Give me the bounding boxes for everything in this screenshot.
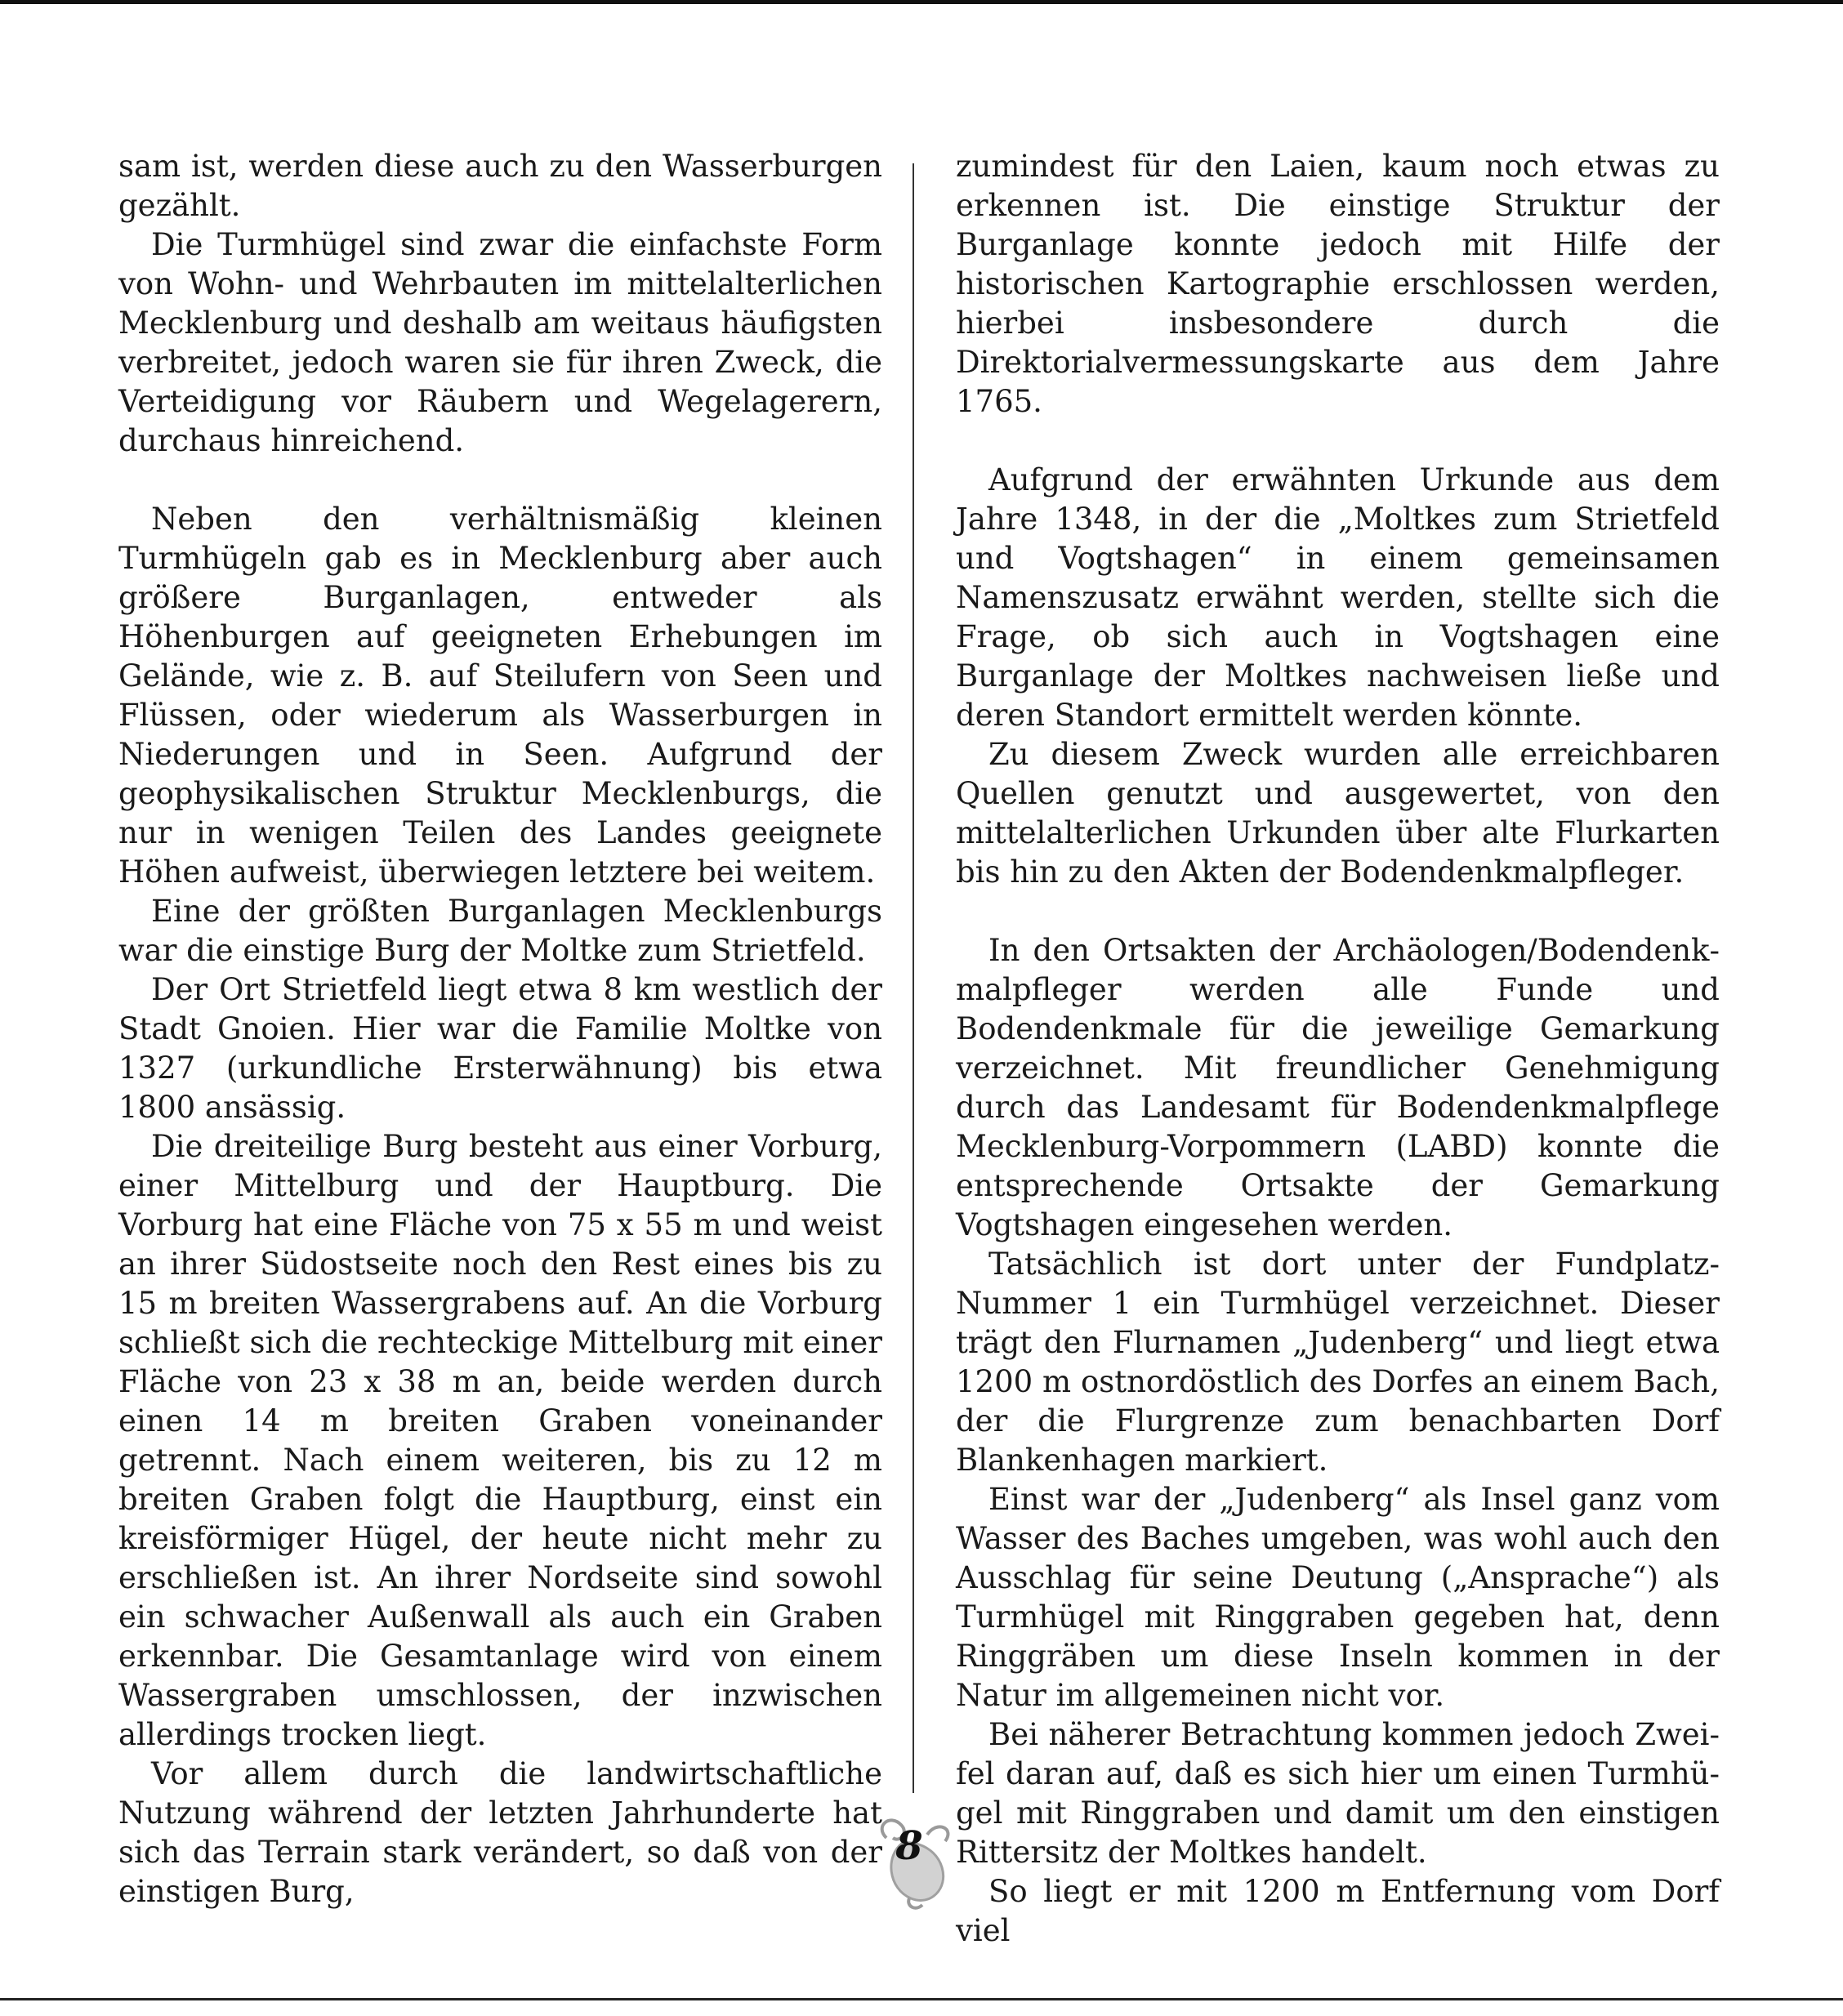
paragraph: Vor allem durch die landwirtschaftliche Nutzung während der letzten Jahrhunderte hat sich das Terrain stark verändert, so daß von der einstigen Burg, xyxy=(118,1756,882,1909)
paragraph: Eine der größten Burganlagen Mecklenburgs war die einstige Burg der Moltke zum Strietfeld. xyxy=(118,894,882,968)
page-number: 8 xyxy=(895,1823,923,1869)
paragraph: In den Ortsakten der Archäologen/Bodendenkmalpfleger werden alle Funde und Bodendenkmale für die jeweilige Gemarkung verzeichnet. Mit freundlicher Genehmigung durch das Landesamt für Bodendenkmalpflege Mecklenburg-Vorpommern (LABD) konnte die entsprechende Ortsakte der Gemarkung Vogtshagen eingesehen werden. xyxy=(956,933,1720,1242)
paragraph: Zu diesem Zweck wurden alle erreichbaren Quellen genutzt und ausgewertet, von den mittelalterlichen Urkunden über alte Flurkarten bis hin zu den Akten der Bodendenkmalpfleger. xyxy=(956,737,1720,890)
paragraph: So liegt er mit 1200 m Entfernung vom Dorf viel xyxy=(956,1874,1720,1948)
bottom-edge-rule xyxy=(0,1998,1843,2000)
paragraph: Tatsächlich ist dort unter der Fundplatz-Nummer 1 ein Turmhügel verzeichnet. Dieser trägt den Flurnamen „Judenberg“ und liegt etwa 1200 m ostnordöstlich des Dorfes an einem Bach, der die Flurgrenze zum benachbarten Dorf Blankenhagen markiert. xyxy=(956,1247,1720,1478)
paragraph: Die dreiteilige Burg besteht aus einer Vorburg, einer Mittelburg und der Hauptburg. Die Vorburg hat eine Fläche von 75 x 55 m und weist an ihrer Südostseite noch den Rest eines bis zu 15 m breiten Wassergrabens auf. An die Vorburg schließt sich die rechteckige Mittelburg mit einer Fläche von 23 x 38 m an, beide werden durch einen 14 m breiten Graben voneinander getrennt. Nach einem weiteren, bis zu 12 m breiten Graben folgt die Hauptburg, einst ein kreisförmiger Hügel, der heute nicht mehr zu erschließen ist. An ihrer Nordseite sind sowohl ein schwacher Außenwall als auch ein Graben erkennbar. Die Gesamtanlage wird von einem Wassergraben umschlossen, der inzwischen allerdings trocken liegt. xyxy=(118,1129,882,1752)
paragraph: Die Turmhügel sind zwar die einfachste Form von Wohn- und Wehrbauten im mittelalterlichen Mecklenburg und deshalb am weitaus häufigsten verbreitet, jedoch waren sie für ihren Zweck, die Verteidigung vor Räubern und Wegelagerern, durchaus hinreichend. xyxy=(118,227,882,458)
paragraph: zumindest für den Laien, kaum noch etwas zu erkennen ist. Die einstige Struktur der Burganlage konnte jedoch mit Hilfe der historischen Kartographie erschlossen werden, hierbei insbesondere durch die Direktorialvermessungskarte aus dem Jahre 1765. xyxy=(956,149,1720,419)
right-text-column xyxy=(956,147,1720,1951)
paragraph: Der Ort Strietfeld liegt etwa 8 km westlich der Stadt Gnoien. Hier war die Familie Moltke von 1327 (urkundliche Ersterwähnung) bis etwa 1800 ansässig. xyxy=(118,972,882,1125)
paragraph: sam ist, werden diese auch zu den Wasserburgen gezählt. xyxy=(118,149,882,223)
paragraph: Bei näherer Betrachtung kommen jedoch Zweifel daran auf, daß es sich hier um einen Turmhügel mit Ringgraben und damit um den einstigen Rittersitz der Moltkes handelt. xyxy=(956,1717,1720,1870)
paragraph: Aufgrund der erwähnten Urkunde aus dem Jahre 1348, in der die „Moltkes zum Strietfeld und Vogtshagen“ in einem gemeinsamen Namenszusatz erwähnt werden, stellte sich die Frage, ob sich auch in Vogtshagen eine Burganlage der Moltkes nachweisen ließe und deren Standort ermittelt werden könnte. xyxy=(956,462,1720,733)
top-edge-rule xyxy=(0,0,1843,4)
column-divider xyxy=(913,163,914,1793)
paragraph: Neben den verhältnismäßig kleinen Turmhügeln gab es in Mecklenburg aber auch größere Burganlagen, entweder als Höhenburgen auf geeigneten Erhebungen im Gelände, wie z. B. auf Steilufern von Seen und Flüssen, oder wiederum als Wasserburgen in Niederungen und in Seen. Aufgrund der geophysikalischen Struktur Mecklenburgs, die nur in wenigen Teilen des Landes geeignete Höhen aufweist, überwiegen letztere bei weitem. xyxy=(118,502,882,890)
left-text-column xyxy=(118,147,882,1911)
paragraph: Einst war der „Judenberg“ als Insel ganz vom Wasser des Baches umgeben, was wohl auch den Ausschlag für seine Deutung („Ansprache“) als Turmhügel mit Ringgraben gegeben hat, denn Ringgräben um diese Inseln kommen in der Natur im allgemeinen nicht vor. xyxy=(956,1482,1720,1713)
